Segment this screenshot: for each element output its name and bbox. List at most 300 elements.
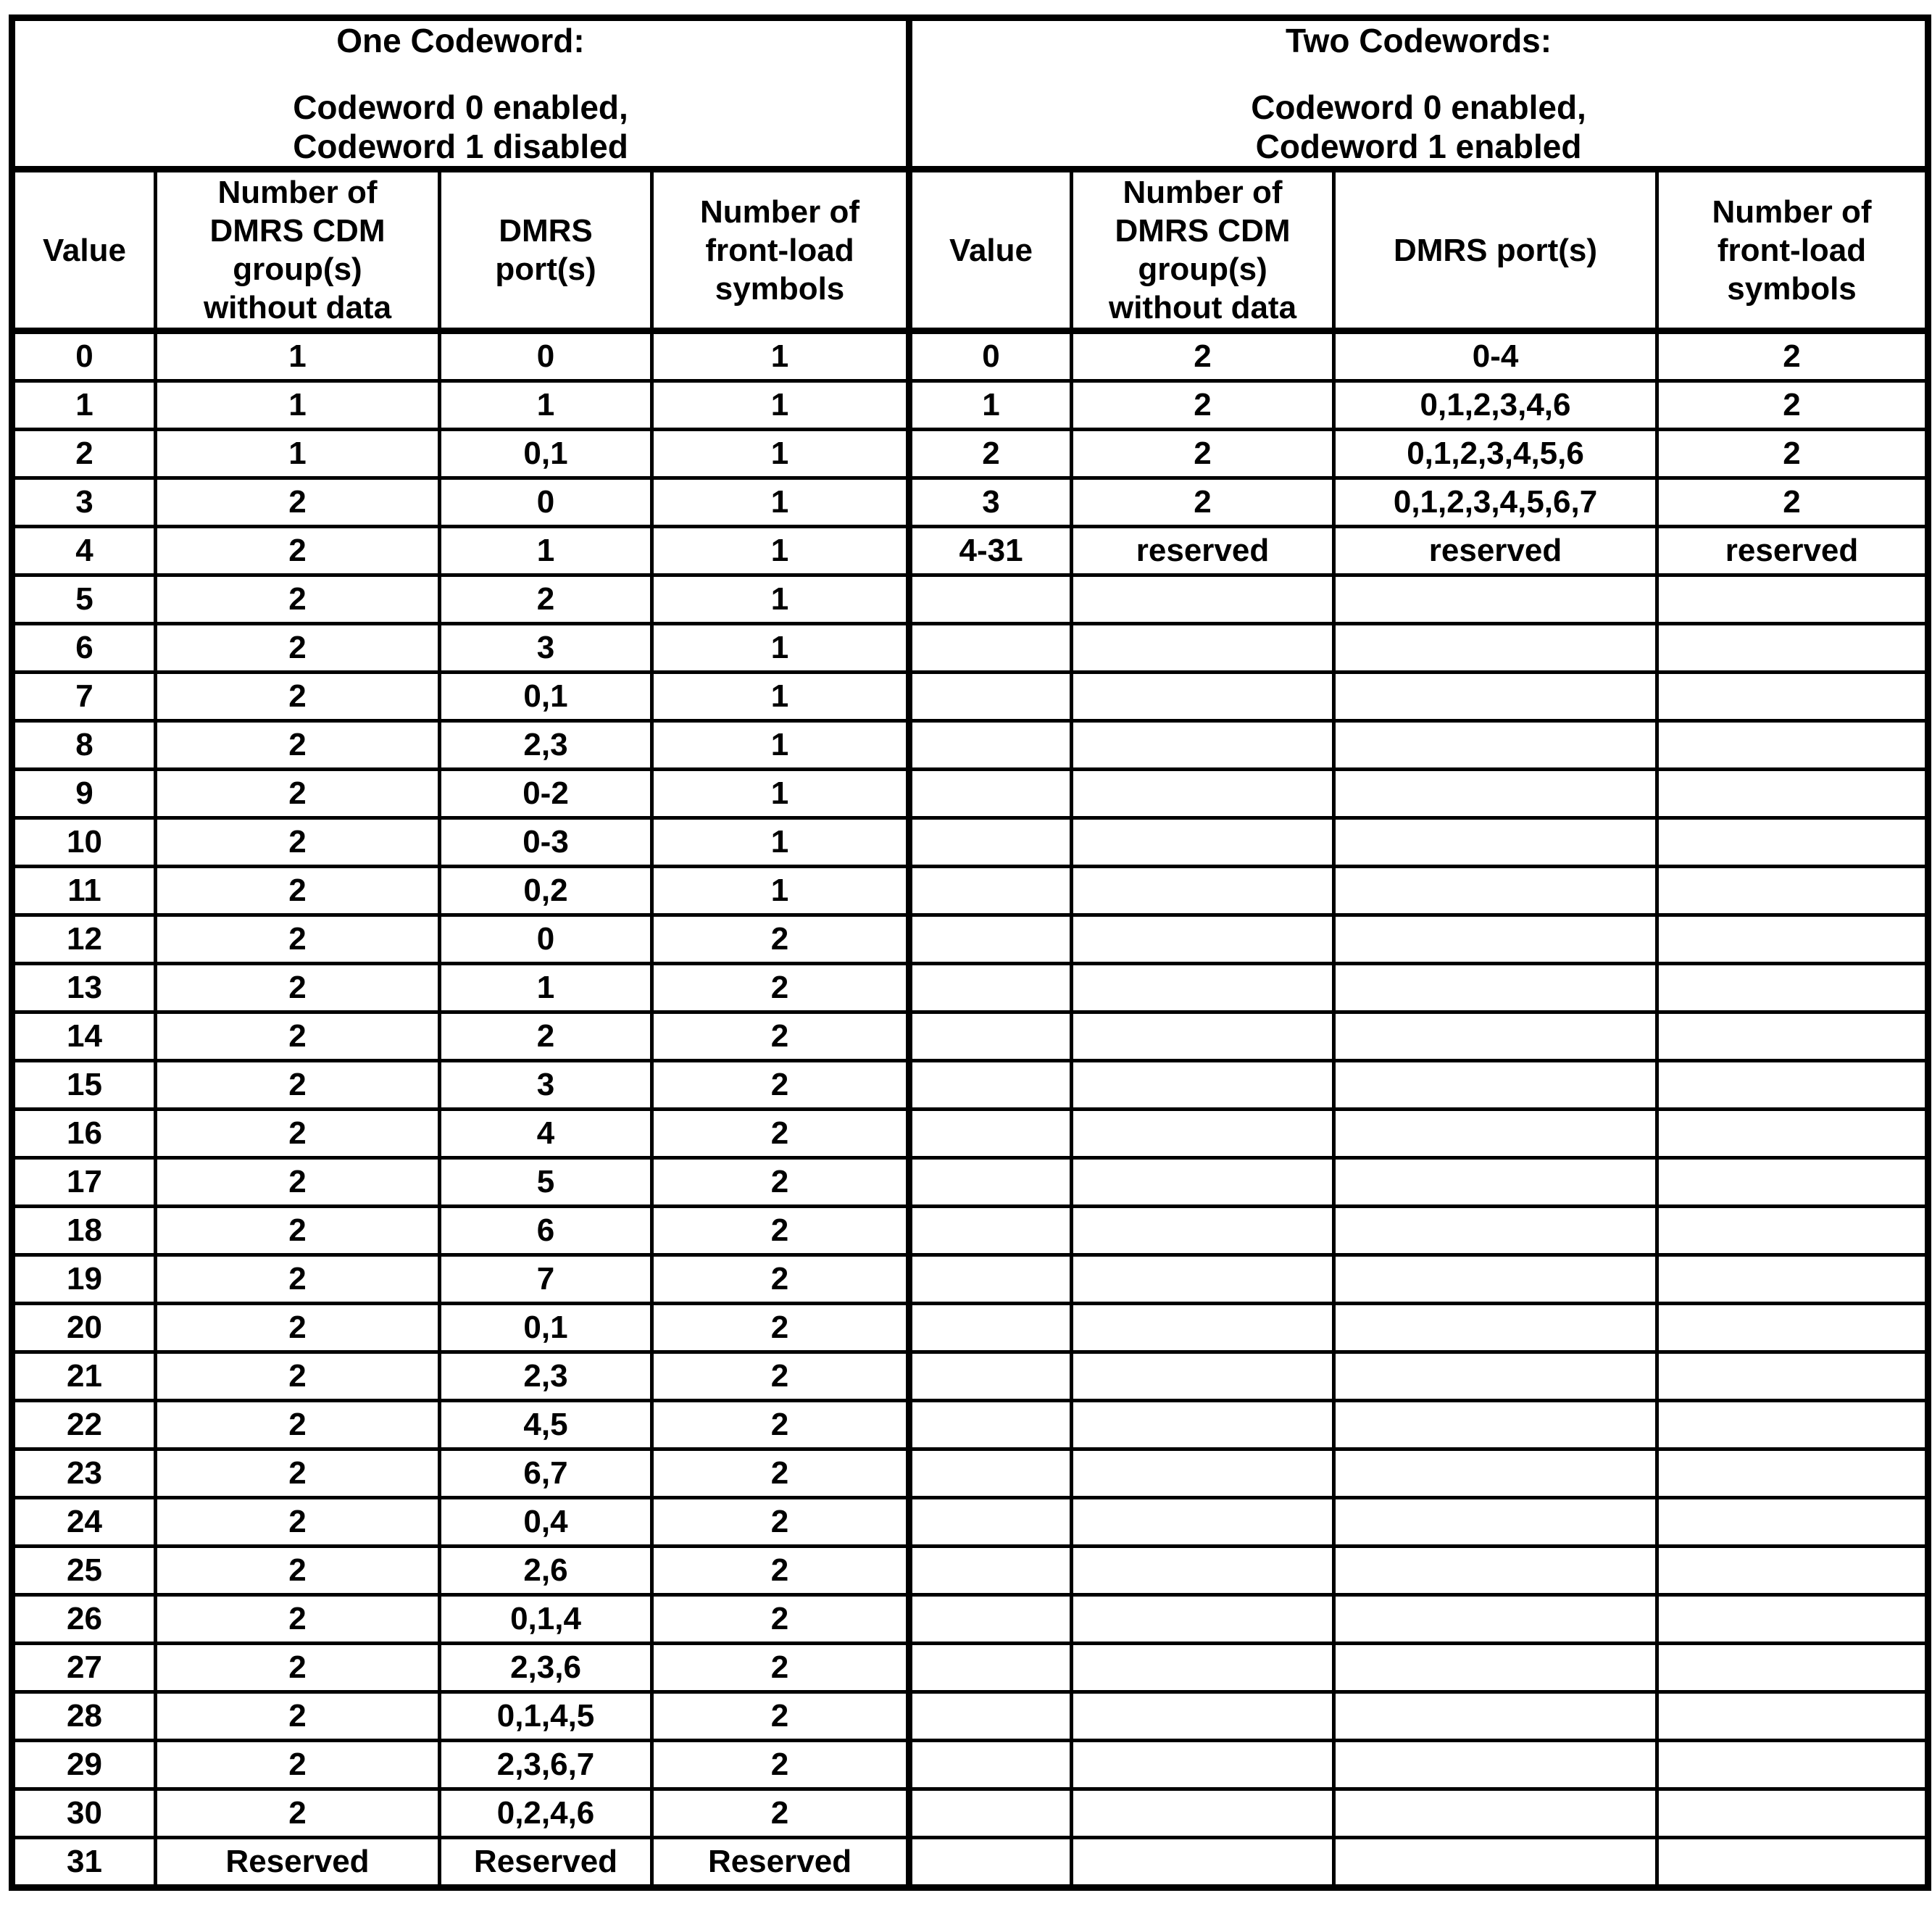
cell-one-codeword-frontload: 2	[652, 1255, 909, 1304]
cell-one-codeword-frontload: 1	[652, 478, 909, 527]
cell-two-codewords-ports	[1334, 1158, 1657, 1207]
cell-two-codewords-value	[909, 915, 1072, 964]
cell-two-codewords-ports	[1334, 1692, 1657, 1741]
cell-two-codewords-frontload: 2	[1657, 331, 1928, 381]
cell-one-codeword-cdm-groups: 2	[156, 1304, 440, 1352]
two-codewords-subtitle-line2: Codeword 1 enabled	[1255, 128, 1582, 165]
cell-one-codeword-value: 18	[12, 1207, 156, 1255]
cell-one-codeword-cdm-groups: 2	[156, 1401, 440, 1449]
cell-two-codewords-cdm-groups	[1072, 1255, 1334, 1304]
cell-two-codewords-cdm-groups	[1072, 1061, 1334, 1110]
table-row	[12, 1789, 1928, 1838]
one-codeword-subtitle-line2: Codeword 1 disabled	[293, 128, 628, 165]
table-row	[12, 1304, 1928, 1352]
cell-one-codeword-cdm-groups: 2	[156, 1207, 440, 1255]
cell-one-codeword-frontload: 1	[652, 527, 909, 575]
cell-two-codewords-value	[909, 1352, 1072, 1401]
cell-one-codeword-ports: 2,3	[440, 721, 652, 770]
cell-two-codewords-ports	[1334, 818, 1657, 867]
cell-two-codewords-frontload	[1657, 721, 1928, 770]
table-row	[12, 624, 1928, 673]
cell-one-codeword-frontload: 2	[652, 964, 909, 1012]
cell-two-codewords-cdm-groups: 2	[1072, 430, 1334, 478]
cell-two-codewords-ports: reserved	[1334, 527, 1657, 575]
cell-two-codewords-value	[909, 673, 1072, 721]
cell-two-codewords-ports	[1334, 1595, 1657, 1644]
cell-one-codeword-value: 4	[12, 527, 156, 575]
cell-two-codewords-value: 2	[909, 430, 1072, 478]
cell-two-codewords-cdm-groups	[1072, 1158, 1334, 1207]
cell-one-codeword-ports: 0-3	[440, 818, 652, 867]
cell-one-codeword-value: 31	[12, 1838, 156, 1888]
table-row	[12, 478, 1928, 527]
cell-two-codewords-cdm-groups	[1072, 1595, 1334, 1644]
cell-two-codewords-cdm-groups	[1072, 575, 1334, 624]
cell-two-codewords-ports	[1334, 673, 1657, 721]
table-row	[12, 867, 1928, 915]
cell-two-codewords-cdm-groups	[1072, 1692, 1334, 1741]
cell-one-codeword-cdm-groups: 2	[156, 575, 440, 624]
cell-one-codeword-ports: 2	[440, 575, 652, 624]
cell-one-codeword-frontload: 2	[652, 1110, 909, 1158]
cell-one-codeword-frontload: 2	[652, 1158, 909, 1207]
cell-two-codewords-ports	[1334, 1110, 1657, 1158]
cell-two-codewords-frontload	[1657, 1304, 1928, 1352]
cell-two-codewords-value	[909, 1061, 1072, 1110]
cell-one-codeword-ports: 1	[440, 527, 652, 575]
cell-two-codewords-ports: 0,1,2,3,4,5,6	[1334, 430, 1657, 478]
cell-two-codewords-frontload: 2	[1657, 381, 1928, 430]
table-row	[12, 673, 1928, 721]
table-row	[12, 1061, 1928, 1110]
cell-one-codeword-cdm-groups: 1	[156, 430, 440, 478]
cell-two-codewords-frontload	[1657, 915, 1928, 964]
cell-two-codewords-ports	[1334, 721, 1657, 770]
cell-two-codewords-cdm-groups	[1072, 1401, 1334, 1449]
cell-one-codeword-ports: 6,7	[440, 1449, 652, 1498]
cell-two-codewords-frontload	[1657, 1012, 1928, 1061]
table-row	[12, 1498, 1928, 1547]
cell-one-codeword-frontload: 1	[652, 770, 909, 818]
cell-two-codewords-frontload	[1657, 1401, 1928, 1449]
cell-one-codeword-cdm-groups: 2	[156, 1012, 440, 1061]
cell-two-codewords-value	[909, 1644, 1072, 1692]
cell-two-codewords-frontload	[1657, 1595, 1928, 1644]
column-header-tc-value: Value	[909, 170, 1072, 331]
cell-two-codewords-ports	[1334, 1741, 1657, 1789]
cell-two-codewords-ports	[1334, 1352, 1657, 1401]
cell-two-codewords-ports	[1334, 1838, 1657, 1888]
cell-two-codewords-frontload	[1657, 964, 1928, 1012]
cell-one-codeword-frontload: 2	[652, 1644, 909, 1692]
cell-one-codeword-value: 13	[12, 964, 156, 1012]
cell-one-codeword-cdm-groups: 2	[156, 1547, 440, 1595]
cell-one-codeword-value: 3	[12, 478, 156, 527]
cell-one-codeword-value: 17	[12, 1158, 156, 1207]
cell-two-codewords-frontload	[1657, 1110, 1928, 1158]
cell-one-codeword-cdm-groups: 2	[156, 624, 440, 673]
cell-one-codeword-ports: Reserved	[440, 1838, 652, 1888]
cell-one-codeword-ports: 5	[440, 1158, 652, 1207]
cell-two-codewords-value	[909, 1595, 1072, 1644]
table-row	[12, 1158, 1928, 1207]
cell-two-codewords-frontload	[1657, 1158, 1928, 1207]
cell-one-codeword-value: 1	[12, 381, 156, 430]
cell-two-codewords-frontload	[1657, 1498, 1928, 1547]
cell-two-codewords-ports	[1334, 1547, 1657, 1595]
cell-two-codewords-cdm-groups	[1072, 964, 1334, 1012]
cell-two-codewords-ports	[1334, 624, 1657, 673]
cell-two-codewords-value	[909, 1789, 1072, 1838]
cell-two-codewords-ports	[1334, 1449, 1657, 1498]
table-row	[12, 430, 1928, 478]
cell-one-codeword-cdm-groups: 2	[156, 673, 440, 721]
cell-two-codewords-value	[909, 1207, 1072, 1255]
two-codewords-header	[909, 18, 1928, 170]
cell-two-codewords-cdm-groups	[1072, 770, 1334, 818]
cell-one-codeword-frontload: 2	[652, 1401, 909, 1449]
cell-one-codeword-cdm-groups: 2	[156, 478, 440, 527]
table-row	[12, 575, 1928, 624]
cell-one-codeword-value: 16	[12, 1110, 156, 1158]
cell-two-codewords-ports	[1334, 770, 1657, 818]
table-row	[12, 1110, 1928, 1158]
cell-two-codewords-frontload	[1657, 1352, 1928, 1401]
cell-two-codewords-value: 4-31	[909, 527, 1072, 575]
cell-two-codewords-ports	[1334, 1012, 1657, 1061]
cell-two-codewords-cdm-groups	[1072, 1012, 1334, 1061]
cell-two-codewords-value	[909, 1401, 1072, 1449]
cell-two-codewords-value: 3	[909, 478, 1072, 527]
cell-two-codewords-frontload	[1657, 1741, 1928, 1789]
cell-two-codewords-value	[909, 1304, 1072, 1352]
cell-one-codeword-ports: 7	[440, 1255, 652, 1304]
cell-one-codeword-value: 14	[12, 1012, 156, 1061]
cell-two-codewords-frontload	[1657, 1207, 1928, 1255]
table-row	[12, 770, 1928, 818]
cell-one-codeword-value: 21	[12, 1352, 156, 1401]
cell-one-codeword-frontload: 1	[652, 721, 909, 770]
cell-one-codeword-frontload: 2	[652, 1498, 909, 1547]
cell-one-codeword-value: 12	[12, 915, 156, 964]
table-row	[12, 818, 1928, 867]
table-row	[12, 1449, 1928, 1498]
one-codeword-title: One Codeword:	[336, 22, 585, 59]
cell-two-codewords-frontload	[1657, 624, 1928, 673]
cell-one-codeword-cdm-groups: 2	[156, 1158, 440, 1207]
cell-one-codeword-frontload: 1	[652, 673, 909, 721]
cell-one-codeword-value: 15	[12, 1061, 156, 1110]
cell-two-codewords-ports: 0,1,2,3,4,5,6,7	[1334, 478, 1657, 527]
cell-one-codeword-value: 5	[12, 575, 156, 624]
cell-two-codewords-cdm-groups: 2	[1072, 331, 1334, 381]
cell-one-codeword-ports: 0	[440, 478, 652, 527]
cell-one-codeword-cdm-groups: 2	[156, 1644, 440, 1692]
cell-two-codewords-cdm-groups	[1072, 915, 1334, 964]
cell-one-codeword-value: 22	[12, 1401, 156, 1449]
cell-two-codewords-frontload	[1657, 1547, 1928, 1595]
cell-one-codeword-ports: 3	[440, 1061, 652, 1110]
cell-two-codewords-ports: 0,1,2,3,4,6	[1334, 381, 1657, 430]
cell-one-codeword-cdm-groups: 2	[156, 1692, 440, 1741]
cell-one-codeword-frontload: 1	[652, 430, 909, 478]
table-row	[12, 1255, 1928, 1304]
cell-one-codeword-value: 7	[12, 673, 156, 721]
cell-one-codeword-value: 28	[12, 1692, 156, 1741]
cell-one-codeword-ports: 2,3,6	[440, 1644, 652, 1692]
cell-one-codeword-ports: 0	[440, 331, 652, 381]
cell-one-codeword-ports: 1	[440, 964, 652, 1012]
table-row	[12, 1401, 1928, 1449]
cell-two-codewords-value: 0	[909, 331, 1072, 381]
cell-two-codewords-cdm-groups	[1072, 721, 1334, 770]
cell-two-codewords-cdm-groups	[1072, 1304, 1334, 1352]
cell-two-codewords-frontload	[1657, 1644, 1928, 1692]
cell-one-codeword-cdm-groups: 1	[156, 331, 440, 381]
cell-one-codeword-ports: 1	[440, 381, 652, 430]
cell-two-codewords-value: 1	[909, 381, 1072, 430]
cell-two-codewords-cdm-groups	[1072, 1352, 1334, 1401]
table-row	[12, 1595, 1928, 1644]
cell-two-codewords-ports	[1334, 1255, 1657, 1304]
cell-one-codeword-ports: 0,1,4,5	[440, 1692, 652, 1741]
cell-one-codeword-value: 30	[12, 1789, 156, 1838]
codeword-header-row	[12, 18, 1928, 170]
cell-one-codeword-frontload: 1	[652, 381, 909, 430]
cell-two-codewords-cdm-groups	[1072, 1789, 1334, 1838]
cell-one-codeword-ports: 4	[440, 1110, 652, 1158]
one-codeword-subtitle-line1: Codeword 0 enabled,	[293, 88, 628, 126]
cell-two-codewords-frontload: 2	[1657, 430, 1928, 478]
cell-one-codeword-value: 27	[12, 1644, 156, 1692]
cell-two-codewords-ports	[1334, 1498, 1657, 1547]
cell-one-codeword-cdm-groups: 2	[156, 1789, 440, 1838]
column-header-oc-frontload: Number of front-load symbols	[652, 170, 909, 331]
table-row	[12, 721, 1928, 770]
cell-one-codeword-value: 11	[12, 867, 156, 915]
table-row	[12, 331, 1928, 381]
cell-one-codeword-value: 9	[12, 770, 156, 818]
cell-one-codeword-cdm-groups: 2	[156, 1255, 440, 1304]
cell-two-codewords-cdm-groups	[1072, 1838, 1334, 1888]
column-header-tc-frontload: Number of front-load symbols	[1657, 170, 1928, 331]
cell-two-codewords-frontload	[1657, 575, 1928, 624]
cell-one-codeword-frontload: 2	[652, 1789, 909, 1838]
cell-two-codewords-value	[909, 867, 1072, 915]
cell-one-codeword-frontload: 2	[652, 1304, 909, 1352]
cell-two-codewords-cdm-groups	[1072, 1741, 1334, 1789]
cell-one-codeword-frontload: 2	[652, 1547, 909, 1595]
table-body	[12, 331, 1928, 1888]
cell-two-codewords-frontload: 2	[1657, 478, 1928, 527]
cell-two-codewords-value	[909, 575, 1072, 624]
cell-two-codewords-ports	[1334, 1789, 1657, 1838]
cell-one-codeword-ports: 0,1,4	[440, 1595, 652, 1644]
cell-two-codewords-cdm-groups: 2	[1072, 478, 1334, 527]
cell-two-codewords-ports	[1334, 915, 1657, 964]
cell-one-codeword-ports: 6	[440, 1207, 652, 1255]
cell-two-codewords-value	[909, 1110, 1072, 1158]
cell-one-codeword-cdm-groups: 2	[156, 915, 440, 964]
cell-one-codeword-frontload: 2	[652, 1352, 909, 1401]
table-row	[12, 1741, 1928, 1789]
cell-two-codewords-value	[909, 721, 1072, 770]
cell-two-codewords-ports: 0-4	[1334, 331, 1657, 381]
column-header-tc-cdm-groups: Number of DMRS CDM group(s) without data	[1072, 170, 1334, 331]
cell-one-codeword-cdm-groups: 2	[156, 1741, 440, 1789]
cell-two-codewords-frontload	[1657, 1061, 1928, 1110]
cell-one-codeword-ports: 0,1	[440, 673, 652, 721]
cell-two-codewords-value	[909, 1741, 1072, 1789]
cell-two-codewords-cdm-groups	[1072, 1207, 1334, 1255]
cell-two-codewords-value	[909, 624, 1072, 673]
cell-two-codewords-cdm-groups	[1072, 1449, 1334, 1498]
cell-two-codewords-frontload	[1657, 1692, 1928, 1741]
cell-one-codeword-value: 20	[12, 1304, 156, 1352]
cell-one-codeword-value: 2	[12, 430, 156, 478]
cell-two-codewords-frontload	[1657, 1789, 1928, 1838]
cell-one-codeword-ports: 0-2	[440, 770, 652, 818]
cell-two-codewords-cdm-groups	[1072, 1110, 1334, 1158]
table-row	[12, 1644, 1928, 1692]
cell-one-codeword-cdm-groups: 2	[156, 1061, 440, 1110]
table-row	[12, 964, 1928, 1012]
cell-one-codeword-cdm-groups: 2	[156, 818, 440, 867]
cell-one-codeword-cdm-groups: 2	[156, 1352, 440, 1401]
table-row	[12, 1692, 1928, 1741]
cell-one-codeword-frontload: 1	[652, 331, 909, 381]
cell-two-codewords-frontload	[1657, 1255, 1928, 1304]
cell-two-codewords-value	[909, 1012, 1072, 1061]
column-header-oc-value: Value	[12, 170, 156, 331]
cell-two-codewords-value	[909, 1692, 1072, 1741]
cell-two-codewords-ports	[1334, 575, 1657, 624]
cell-one-codeword-frontload: 2	[652, 1012, 909, 1061]
cell-one-codeword-value: 6	[12, 624, 156, 673]
cell-one-codeword-cdm-groups: Reserved	[156, 1838, 440, 1888]
cell-one-codeword-value: 29	[12, 1741, 156, 1789]
cell-two-codewords-frontload: reserved	[1657, 527, 1928, 575]
column-header-row	[12, 170, 1928, 331]
cell-one-codeword-value: 10	[12, 818, 156, 867]
cell-two-codewords-frontload	[1657, 818, 1928, 867]
cell-two-codewords-frontload	[1657, 1449, 1928, 1498]
column-header-tc-ports: DMRS port(s)	[1334, 170, 1657, 331]
table-row	[12, 381, 1928, 430]
cell-two-codewords-cdm-groups	[1072, 1644, 1334, 1692]
cell-one-codeword-cdm-groups: 2	[156, 867, 440, 915]
cell-two-codewords-frontload	[1657, 867, 1928, 915]
cell-two-codewords-cdm-groups: reserved	[1072, 527, 1334, 575]
cell-two-codewords-value	[909, 1498, 1072, 1547]
cell-one-codeword-ports: 0,2,4,6	[440, 1789, 652, 1838]
cell-one-codeword-value: 24	[12, 1498, 156, 1547]
table-row	[12, 1838, 1928, 1888]
two-codewords-subtitle-line1: Codeword 0 enabled,	[1251, 88, 1586, 126]
cell-one-codeword-value: 26	[12, 1595, 156, 1644]
cell-two-codewords-ports	[1334, 867, 1657, 915]
cell-one-codeword-frontload: Reserved	[652, 1838, 909, 1888]
cell-two-codewords-ports	[1334, 1644, 1657, 1692]
cell-two-codewords-cdm-groups	[1072, 673, 1334, 721]
cell-one-codeword-cdm-groups: 2	[156, 1498, 440, 1547]
cell-one-codeword-cdm-groups: 2	[156, 964, 440, 1012]
cell-one-codeword-ports: 3	[440, 624, 652, 673]
cell-one-codeword-ports: 2,6	[440, 1547, 652, 1595]
cell-one-codeword-ports: 2,3	[440, 1352, 652, 1401]
cell-one-codeword-frontload: 1	[652, 818, 909, 867]
antenna-ports-table	[9, 14, 1931, 1891]
cell-one-codeword-ports: 2	[440, 1012, 652, 1061]
cell-two-codewords-ports	[1334, 964, 1657, 1012]
cell-one-codeword-cdm-groups: 2	[156, 527, 440, 575]
cell-one-codeword-value: 25	[12, 1547, 156, 1595]
cell-one-codeword-frontload: 1	[652, 575, 909, 624]
cell-two-codewords-cdm-groups	[1072, 1547, 1334, 1595]
cell-one-codeword-cdm-groups: 2	[156, 1110, 440, 1158]
cell-two-codewords-cdm-groups	[1072, 818, 1334, 867]
cell-two-codewords-value	[909, 770, 1072, 818]
cell-one-codeword-frontload: 2	[652, 915, 909, 964]
cell-two-codewords-frontload	[1657, 673, 1928, 721]
cell-two-codewords-frontload	[1657, 1838, 1928, 1888]
cell-two-codewords-value	[909, 1547, 1072, 1595]
cell-one-codeword-frontload: 1	[652, 624, 909, 673]
cell-two-codewords-value	[909, 964, 1072, 1012]
cell-one-codeword-frontload: 2	[652, 1741, 909, 1789]
one-codeword-header	[12, 18, 909, 170]
cell-two-codewords-value	[909, 1255, 1072, 1304]
cell-one-codeword-frontload: 2	[652, 1449, 909, 1498]
cell-one-codeword-ports: 4,5	[440, 1401, 652, 1449]
table-row	[12, 1207, 1928, 1255]
cell-two-codewords-ports	[1334, 1061, 1657, 1110]
cell-two-codewords-ports	[1334, 1401, 1657, 1449]
cell-two-codewords-cdm-groups	[1072, 867, 1334, 915]
table-row	[12, 1547, 1928, 1595]
cell-two-codewords-frontload	[1657, 770, 1928, 818]
table-row	[12, 1352, 1928, 1401]
column-header-oc-ports: DMRS port(s)	[440, 170, 652, 331]
cell-two-codewords-cdm-groups	[1072, 624, 1334, 673]
cell-one-codeword-cdm-groups: 2	[156, 770, 440, 818]
cell-two-codewords-value	[909, 1449, 1072, 1498]
cell-two-codewords-ports	[1334, 1207, 1657, 1255]
cell-one-codeword-frontload: 2	[652, 1595, 909, 1644]
cell-one-codeword-value: 19	[12, 1255, 156, 1304]
cell-two-codewords-value	[909, 1838, 1072, 1888]
cell-two-codewords-cdm-groups	[1072, 1498, 1334, 1547]
cell-two-codewords-value	[909, 1158, 1072, 1207]
cell-two-codewords-value	[909, 818, 1072, 867]
two-codewords-title: Two Codewords:	[1285, 22, 1552, 59]
cell-one-codeword-cdm-groups: 1	[156, 381, 440, 430]
cell-one-codeword-ports: 2,3,6,7	[440, 1741, 652, 1789]
cell-one-codeword-ports: 0	[440, 915, 652, 964]
cell-two-codewords-cdm-groups: 2	[1072, 381, 1334, 430]
cell-one-codeword-frontload: 2	[652, 1692, 909, 1741]
cell-one-codeword-cdm-groups: 2	[156, 721, 440, 770]
table-row	[12, 915, 1928, 964]
cell-one-codeword-ports: 0,2	[440, 867, 652, 915]
cell-one-codeword-cdm-groups: 2	[156, 1449, 440, 1498]
cell-one-codeword-value: 0	[12, 331, 156, 381]
cell-one-codeword-ports: 0,1	[440, 430, 652, 478]
cell-one-codeword-frontload: 2	[652, 1207, 909, 1255]
cell-one-codeword-cdm-groups: 2	[156, 1595, 440, 1644]
cell-one-codeword-value: 23	[12, 1449, 156, 1498]
cell-one-codeword-frontload: 1	[652, 867, 909, 915]
